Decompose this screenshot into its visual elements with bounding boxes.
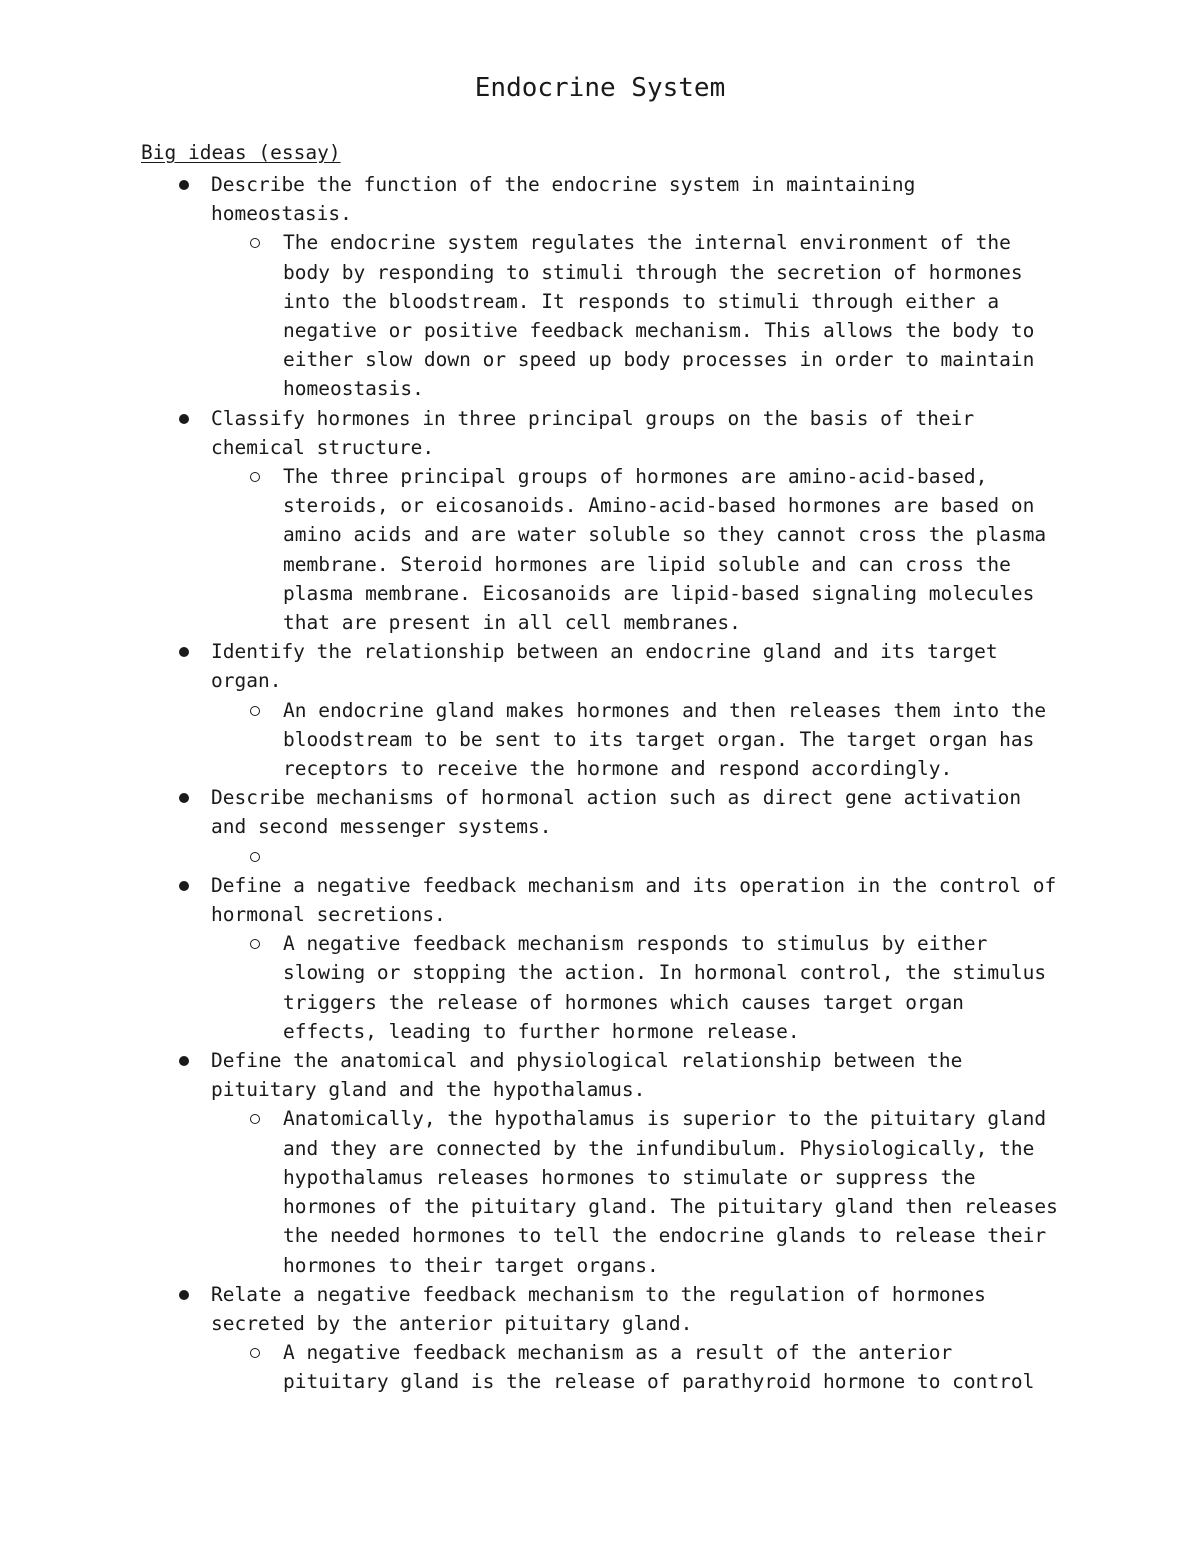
outline-item <box>141 1046 1061 1280</box>
sub-list <box>211 228 1061 403</box>
sub-item <box>211 1104 1061 1279</box>
sub-item-text: A negative feedback mechanism responds to stimulus by either slowing or stopping the action. In hormonal control, the stimulus triggers the release of hormones which causes target organ effects, leading to further hormone release. <box>283 932 1047 1043</box>
sub-list <box>211 462 1061 637</box>
bullet-circle-icon <box>250 238 260 248</box>
bullet-circle-icon <box>250 706 260 716</box>
sub-item <box>211 228 1061 403</box>
sub-list <box>211 696 1061 784</box>
outline-item-text: Describe the function of the endocrine system in maintaining homeostasis. <box>211 173 916 226</box>
outline-item-text: Define a negative feedback mechanism and its operation in the control of hormonal secretions. <box>211 873 1057 927</box>
bullet-circle-icon <box>250 939 260 949</box>
sub-item <box>211 462 1061 637</box>
bullet-circle-icon <box>250 1114 260 1124</box>
sub-item-text: Anatomically, the hypothalamus is superior to the pituitary gland and they are connected by the infundibulum. Physiologically, the hypothalamus releases hormones to stimulate or suppress the hormones of the pituitary gland. The pituitary gland then releases the needed hormones to tell the endocrine glands to release their hormones to their target organs. <box>283 1107 1058 1277</box>
sub-list <box>211 929 1061 1046</box>
document-title: Endocrine System <box>474 73 726 103</box>
outline-item-text: Relate a negative feedback mechanism to the regulation of hormones secreted by the anterior pituitary gland. <box>211 1282 986 1335</box>
bullet-dot-icon <box>179 1290 189 1300</box>
outline-item-text: Classify hormones in three principal groups on the basis of their chemical structure. <box>211 406 975 459</box>
sub-item-text: The endocrine system regulates the internal environment of the body by responding to stimuli through the secretion of hormones into the bloodstream. It responds to stimuli through either a negative or positive feedback mechanism. This allows the body to either slow down or speed up body processes in order to maintain homeostasis. <box>283 231 1035 401</box>
outline-item <box>141 1280 1061 1397</box>
sub-item <box>211 696 1061 784</box>
outline-item-text: Describe mechanisms of hormonal action such as direct gene activation and second messenger systems. <box>211 786 1022 839</box>
bullet-dot-icon <box>179 180 189 190</box>
sub-item <box>211 842 1061 871</box>
bullet-dot-icon <box>179 647 189 657</box>
section-heading: Big ideas (essay) <box>141 141 341 164</box>
outline-item-text: Identify the relationship between an endocrine gland and its target organ. <box>211 640 998 693</box>
bullet-dot-icon <box>179 1056 189 1066</box>
outline-item <box>141 783 1061 871</box>
bullet-circle-icon <box>250 1348 260 1358</box>
bullet-circle-icon <box>250 852 260 862</box>
sub-list <box>211 1104 1061 1279</box>
outline-list <box>141 170 1061 1397</box>
bullet-circle-icon <box>250 472 260 482</box>
bullet-dot-icon <box>179 881 189 891</box>
sub-list <box>211 1338 1061 1396</box>
bullet-dot-icon <box>179 414 189 424</box>
bullet-dot-icon <box>179 793 189 803</box>
outline-item-text: Define the anatomical and physiological relationship between the pituitary gland and the hypothalamus. <box>211 1049 963 1102</box>
outline-item <box>141 637 1061 783</box>
sub-list <box>211 842 1061 871</box>
outline-item <box>141 170 1061 404</box>
sub-item-text: The three principal groups of hormones are amino-acid-based, steroids, or eicosanoids. Amino-acid-based hormones are based on amino acids and are water soluble so they cannot cross the plasma membrane. Steroid hormones are lipid soluble and can cross the plasma membrane. Eicosanoids are lipid-based signaling molecules that are present in all cell membranes. <box>283 465 1047 635</box>
sub-item-text: An endocrine gland makes hormones and then releases them into the bloodstream to be sent to its target organ. The target organ has receptors to receive the hormone and respond accordingly. <box>283 698 1047 781</box>
outline-item <box>141 871 1061 1046</box>
sub-item-text: A negative feedback mechanism as a result of the anterior pituitary gland is the release of parathyroid hormone to control <box>283 1341 1035 1394</box>
sub-item <box>211 929 1061 1046</box>
sub-item <box>211 1338 1061 1396</box>
outline-item <box>141 404 1061 638</box>
